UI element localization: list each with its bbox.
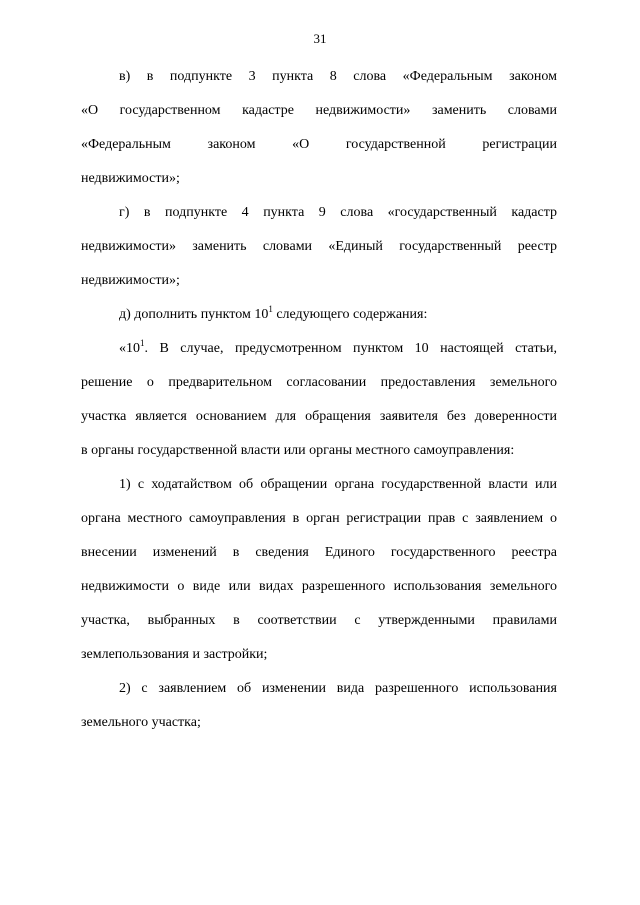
paragraph-line: участка является основанием для обращения заявителя без доверенности	[81, 409, 557, 424]
quote-first-line-end: . В случае, предусмотренном пунктом 10 настоящей статьи,	[144, 341, 557, 356]
paragraph-line: землепользования и застройки;	[81, 647, 268, 662]
list-item-1	[81, 468, 557, 672]
superscript: 1	[268, 304, 273, 314]
document-body	[81, 60, 557, 740]
paragraph-line: недвижимости» заменить словами «Единый государственный реестр	[81, 239, 557, 254]
paragraph-v	[81, 60, 557, 196]
paragraph-line: органа местного самоуправления в орган регистрации прав с заявлением о	[81, 511, 557, 526]
paragraph-d	[81, 298, 557, 332]
paragraph-line: земельного участка;	[81, 715, 201, 730]
paragraph-d-text: д) дополнить пунктом 10	[119, 307, 269, 322]
paragraph-line: в) в подпункте 3 пункта 8 слова «Федеральным законом	[119, 69, 557, 84]
paragraph-line	[81, 332, 557, 366]
paragraph-line: 1) с ходатайством об обращении органа государственной власти или	[119, 477, 557, 492]
paragraph-d-text-end: следующего содержания:	[272, 307, 428, 322]
quote-start: «10	[119, 341, 140, 356]
paragraph-line: недвижимости»;	[81, 273, 180, 288]
paragraph-line: недвижимости»;	[81, 171, 180, 186]
paragraph-line: г) в подпункте 4 пункта 9 слова «государственный кадастр	[119, 205, 557, 220]
superscript: 1	[140, 338, 145, 348]
paragraph-line: «О государственном кадастре недвижимости» заменить словами	[81, 103, 557, 118]
paragraph-line: в органы государственной власти или органы местного самоуправления:	[81, 443, 515, 458]
paragraph-line: 2) с заявлением об изменении вида разрешенного использования	[119, 681, 557, 696]
list-item-2	[81, 672, 557, 740]
paragraph-line: участка, выбранных в соответствии с утвержденными правилами	[81, 613, 557, 628]
paragraph-line: «Федеральным законом «О государственной регистрации	[81, 137, 557, 152]
paragraph-g	[81, 196, 557, 298]
page-number: 31	[313, 31, 327, 46]
paragraph-line: недвижимости о виде или видах разрешенного использования земельного	[81, 579, 557, 594]
quoted-paragraph	[81, 332, 557, 468]
paragraph-line: внесении изменений в сведения Единого государственного реестра	[81, 545, 557, 560]
paragraph-line: решение о предварительном согласовании предоставления земельного	[81, 375, 557, 390]
